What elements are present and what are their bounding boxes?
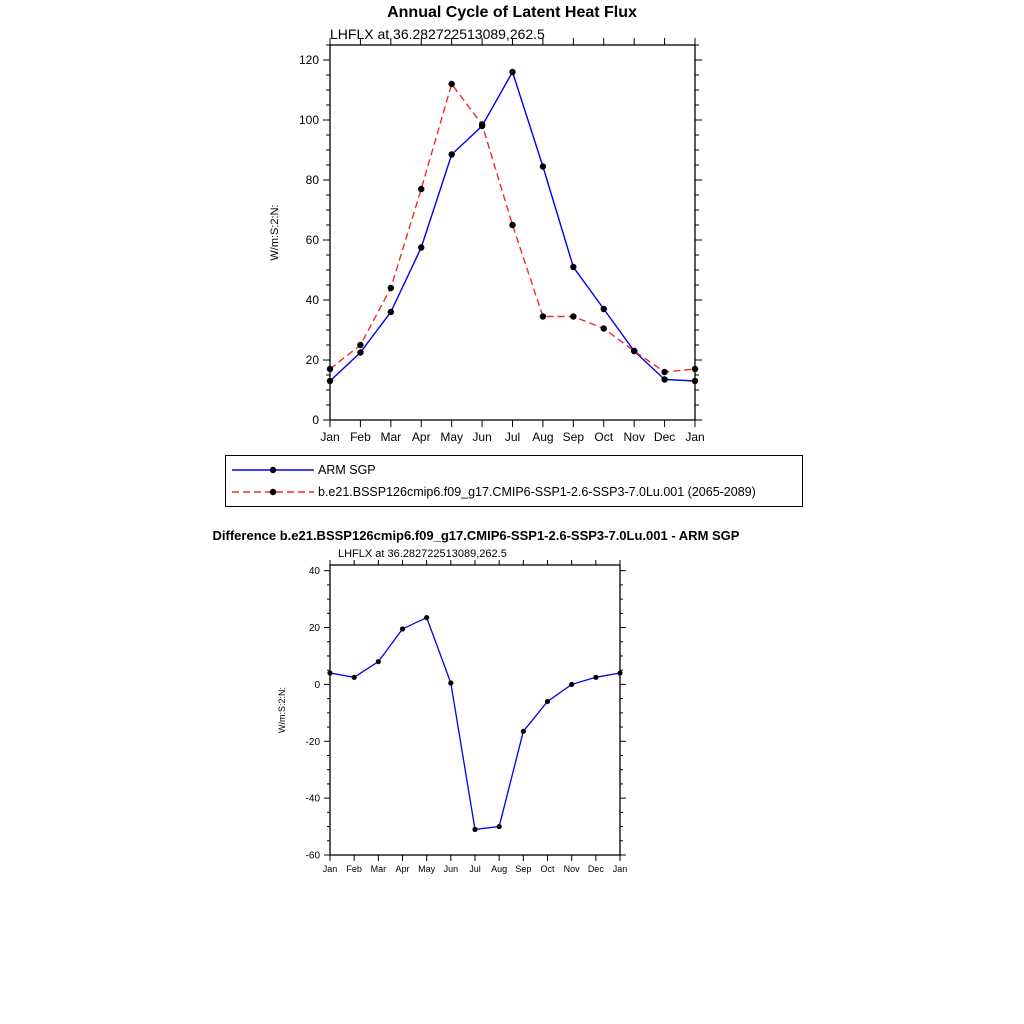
legend-row (230, 481, 798, 503)
svg-text:-20: -20 (305, 736, 320, 748)
svg-text:120: 120 (298, 53, 319, 68)
svg-text:Nov: Nov (563, 864, 580, 874)
svg-text:20: 20 (308, 623, 320, 635)
svg-text:W/m:S:2:N:: W/m:S:2:N: (269, 204, 281, 261)
top-chart-plot (240, 38, 820, 450)
svg-text:Jan: Jan (685, 430, 705, 444)
svg-text:80: 80 (305, 173, 319, 188)
svg-text:0: 0 (314, 679, 320, 691)
svg-text:20: 20 (305, 353, 319, 368)
svg-text:-40: -40 (305, 793, 320, 805)
svg-text:100: 100 (298, 113, 319, 128)
svg-text:Oct: Oct (594, 430, 614, 444)
legend (225, 455, 803, 507)
legend-row (230, 459, 798, 481)
svg-text:Feb: Feb (350, 430, 371, 444)
svg-text:Jan: Jan (320, 430, 340, 444)
top-chart-title: Annual Cycle of Latent Heat Flux (387, 4, 637, 21)
svg-text:60: 60 (305, 233, 319, 248)
top-chart-subtitle: LHFLX at 36.282722513089,262.5 (330, 26, 545, 42)
svg-text:May: May (418, 864, 436, 874)
svg-text:Jul: Jul (504, 430, 521, 444)
svg-text:-60: -60 (305, 850, 320, 862)
svg-text:Aug: Aug (532, 430, 554, 444)
legend-line-sample (230, 485, 316, 499)
svg-text:Apr: Apr (395, 864, 410, 874)
svg-text:40: 40 (308, 566, 320, 578)
difference-chart-plot (250, 560, 680, 885)
svg-text:40: 40 (305, 293, 319, 308)
svg-text:Oct: Oct (540, 864, 555, 874)
svg-text:Jul: Jul (469, 864, 481, 874)
svg-text:Nov: Nov (623, 430, 645, 444)
svg-text:W/m:S:2:N:: W/m:S:2:N: (277, 686, 287, 734)
svg-text:Mar: Mar (380, 430, 402, 444)
svg-text:Mar: Mar (370, 864, 387, 874)
difference-chart-title: Difference b.e21.BSSP126cmip6.f09_g17.CMIP6-SSP1-2.6-SSP3-7.0Lu.001 - ARM SGP (212, 528, 740, 543)
svg-text:Jan: Jan (322, 864, 338, 874)
legend-line-sample (230, 463, 316, 477)
svg-text:Feb: Feb (346, 864, 362, 874)
difference-chart-subtitle: LHFLX at 36.282722513089,262.5 (338, 548, 507, 560)
svg-text:Jan: Jan (612, 864, 628, 874)
legend-label: b.e21.BSSP126cmip6.f09_g17.CMIP6-SSP1-2.6-SSP3-7.0Lu.001 (2065-2089) (318, 485, 756, 499)
svg-text:Dec: Dec (653, 430, 676, 444)
svg-text:Dec: Dec (587, 864, 604, 874)
legend-label: ARM SGP (318, 463, 376, 477)
svg-text:Sep: Sep (562, 430, 585, 444)
svg-text:Sep: Sep (515, 864, 532, 874)
svg-text:Apr: Apr (411, 430, 431, 444)
svg-text:Jun: Jun (472, 430, 492, 444)
svg-text:0: 0 (312, 413, 319, 428)
svg-text:Aug: Aug (491, 864, 508, 874)
svg-text:May: May (440, 430, 464, 444)
svg-text:Jun: Jun (443, 864, 459, 874)
